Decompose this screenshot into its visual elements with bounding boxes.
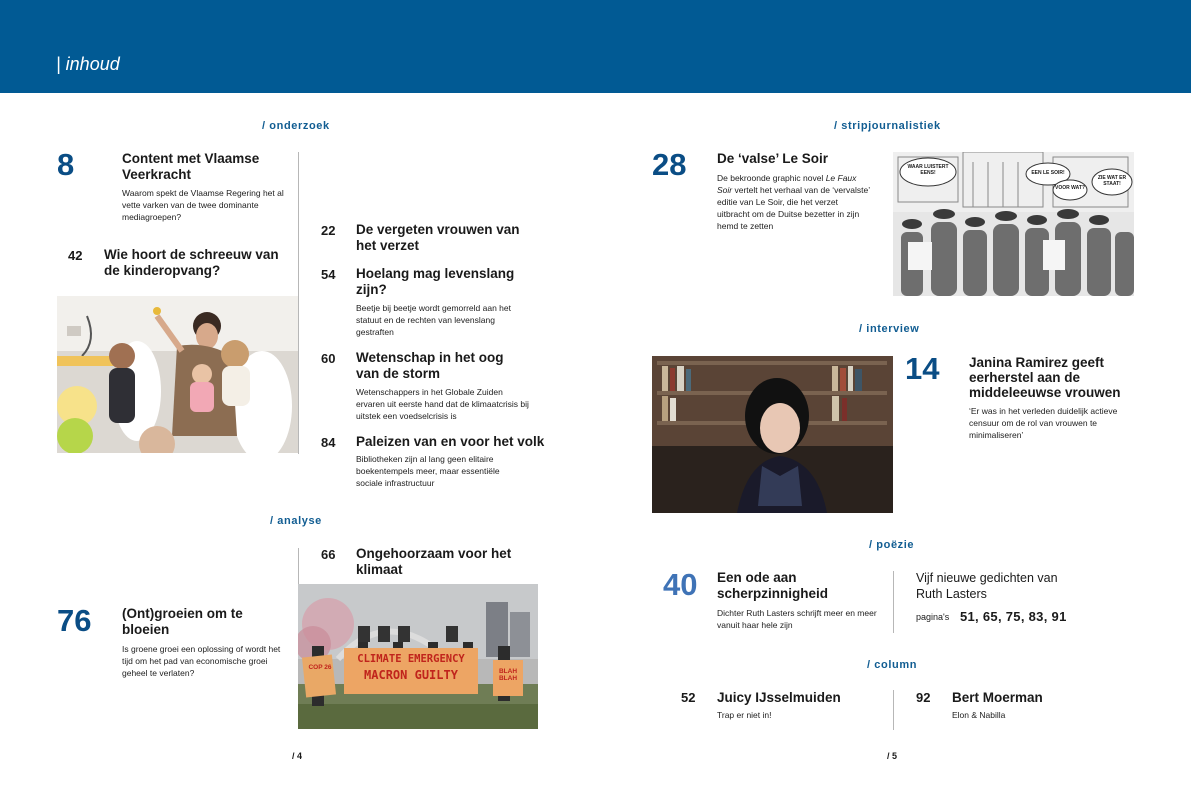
poems-title[interactable]: Vijf nieuwe gedichten van Ruth Lasters (916, 571, 1058, 601)
article-title[interactable]: Bert Moerman (952, 690, 1043, 705)
banner-text: CLIMATE EMERGENCY (357, 653, 465, 665)
sign-text: BLAH BLAH (498, 668, 518, 682)
article-title[interactable]: Wie hoort de schreeuw van de kinderopvang? (104, 247, 279, 278)
comic-illustration (893, 152, 1134, 296)
article-number: 42 (68, 248, 83, 263)
article-number: 76 (57, 603, 92, 638)
article-description: Trap er niet in! (717, 710, 772, 720)
section-poezie: / poëzie (869, 539, 915, 551)
article-description: Wetenschappers in het Globale Zuiden ervaren uit eerste hand dat de klimaatcrisis bij uitstek een voedselcrisis is (356, 387, 529, 421)
section-interview: / interview (859, 323, 920, 335)
poems-label: pagina's (916, 612, 950, 622)
article-description: Beetje bij beetje wordt gemorreld aan het statuut en de rechten van levenslang gestraften (356, 303, 511, 337)
article-description: Waarom spekt de Vlaamse Regering het al vette varken van de twee dominante mediagroepen? (122, 188, 284, 222)
article-title[interactable]: (Ont)groeien om te bloeien (122, 606, 243, 637)
article-number: 52 (681, 690, 696, 705)
article-number: 8 (57, 147, 75, 182)
article-title[interactable]: De ‘valse’ Le Soir (717, 151, 829, 166)
section-stripjournalistiek: / stripjournalistiek (834, 120, 941, 132)
article-title[interactable]: Paleizen van en voor het volk (356, 434, 545, 449)
article-description: ‘Er was in het verleden duidelijk actieve censuur om de rol van vrouwen te minimaliseren’ (969, 406, 1118, 440)
article-number: 92 (916, 690, 931, 705)
section-analyse: / analyse (270, 515, 322, 527)
article-number: 84 (321, 435, 336, 450)
article-title[interactable]: Juicy IJsselmuiden (717, 690, 841, 705)
article-description: Is groene groei een oplossing of wordt het tijd om het pad van economische groei geheel te verlaten? (122, 644, 281, 678)
article-title[interactable]: Janina Ramirez geeft eerherstel aan de middeleeuwse vrouwen (969, 355, 1121, 400)
photo-janina-ramirez (652, 356, 893, 513)
article-title[interactable]: Wetenschap in het oog van de storm (356, 350, 504, 381)
article-number: 28 (652, 147, 687, 182)
article-number: 22 (321, 223, 336, 238)
section-column: / column (867, 659, 918, 671)
section-onderzoek: / onderzoek (262, 120, 330, 132)
article-description: Dichter Ruth Lasters schrijft meer en meer vanuit haar hele zijn (717, 608, 877, 630)
article-description: Elon & Nabilla (952, 710, 1006, 720)
article-number: 54 (321, 267, 336, 282)
speech-bubble: WAAR LUISTERT EENS! (907, 164, 949, 176)
speech-bubble: ZIE WAT ER STAAT! (1097, 175, 1127, 187)
page-number: / 4 (292, 751, 303, 761)
sign-text: COP 26 (308, 664, 332, 671)
divider (893, 690, 894, 730)
article-title[interactable]: Een ode aan scherpzinnigheid (717, 570, 829, 601)
speech-bubble: VOOR WAT? (1055, 185, 1085, 191)
article-number: 66 (321, 547, 336, 562)
article-title[interactable]: Hoelang mag levenslang zijn? (356, 266, 515, 297)
header-bar (0, 0, 1191, 93)
divider (298, 152, 299, 454)
banner-text: MACRON GUILTY (364, 668, 458, 682)
photo-climate-protest (298, 584, 538, 729)
divider (893, 571, 894, 633)
article-description: De bekroonde graphic novel Le Faux Soir vertelt het verhaal van de ‘vervalste’ editie van Le Soir, die het verzet uitbracht om de Duitse bezetter in zijn hemd te zetten (717, 173, 870, 231)
article-number: 40 (663, 567, 698, 602)
page-title: | inhoud (56, 54, 120, 74)
article-title[interactable]: Content met Vlaamse Veerkracht (122, 151, 260, 182)
poems-pages: 51, 65, 75, 83, 91 (960, 609, 1067, 624)
article-number: 60 (321, 351, 336, 366)
article-title[interactable]: De vergeten vrouwen van het verzet (356, 222, 520, 253)
article-number: 14 (905, 351, 940, 386)
article-title[interactable]: Ongehoorzaam voor het klimaat (356, 546, 512, 577)
article-description: Bibliotheken zijn al lang geen elitaire boekentempels meer, maar essentiële sociale infrastructuur (356, 454, 500, 488)
speech-bubble: EEN LE SOIR! (1031, 170, 1065, 176)
page-number: / 5 (887, 751, 898, 761)
photo-childcare (57, 296, 298, 453)
